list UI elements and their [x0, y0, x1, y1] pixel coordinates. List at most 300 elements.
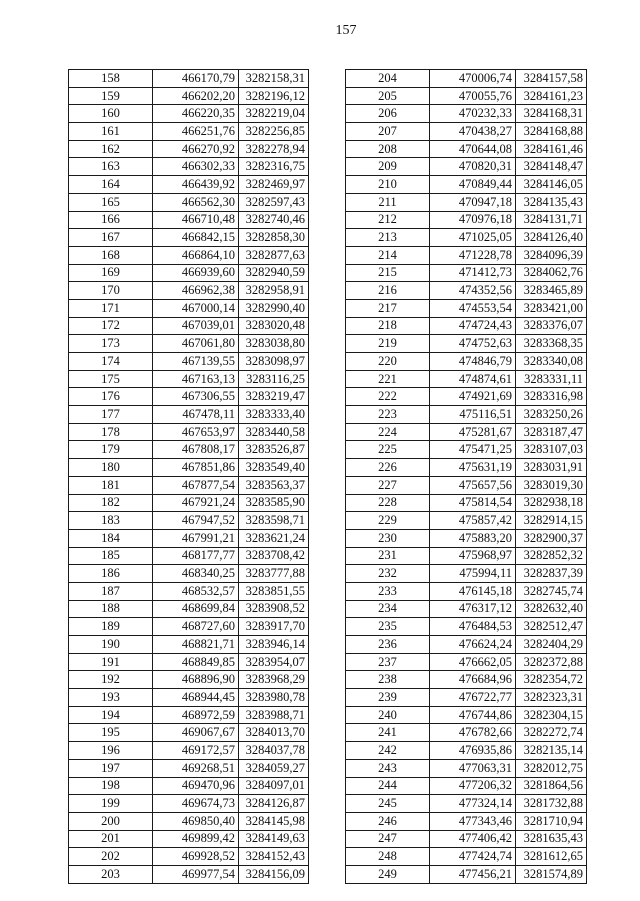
y-coordinate-cell: 3282958,91	[239, 282, 309, 300]
table-row	[69, 229, 309, 247]
point-number-cell: 187	[69, 582, 153, 600]
y-coordinate-cell: 3282304,15	[516, 706, 587, 724]
table-row	[69, 353, 309, 371]
point-number-cell: 196	[69, 742, 153, 760]
x-coordinate-cell: 466302,33	[153, 158, 239, 176]
x-coordinate-cell: 470820,31	[430, 158, 516, 176]
point-number-cell: 170	[69, 282, 153, 300]
table-row	[69, 653, 309, 671]
point-number-cell: 172	[69, 317, 153, 335]
table-row	[346, 812, 587, 830]
x-coordinate-cell: 467653,97	[153, 423, 239, 441]
table-row	[69, 777, 309, 795]
table-row	[346, 299, 587, 317]
point-number-cell: 191	[69, 653, 153, 671]
table-row	[346, 105, 587, 123]
x-coordinate-cell: 467039,01	[153, 317, 239, 335]
point-number-cell: 182	[69, 494, 153, 512]
table-row	[346, 193, 587, 211]
point-number-cell: 178	[69, 423, 153, 441]
table-row	[69, 423, 309, 441]
x-coordinate-cell: 476782,66	[430, 724, 516, 742]
table-row	[69, 87, 309, 105]
table-row	[346, 441, 587, 459]
y-coordinate-cell: 3282196,12	[239, 87, 309, 105]
point-number-cell: 193	[69, 689, 153, 707]
y-coordinate-cell: 3283946,14	[239, 636, 309, 654]
x-coordinate-cell: 467947,52	[153, 512, 239, 530]
y-coordinate-cell: 3284152,43	[239, 848, 309, 866]
table-row	[346, 494, 587, 512]
x-coordinate-cell: 476935,86	[430, 742, 516, 760]
x-coordinate-cell: 466251,76	[153, 123, 239, 141]
y-coordinate-cell: 3284168,31	[516, 105, 587, 123]
point-number-cell: 229	[346, 512, 430, 530]
y-coordinate-cell: 3283851,55	[239, 582, 309, 600]
y-coordinate-cell: 3282597,43	[239, 193, 309, 211]
point-number-cell: 166	[69, 211, 153, 229]
x-coordinate-cell: 474553,54	[430, 299, 516, 317]
point-number-cell: 238	[346, 671, 430, 689]
y-coordinate-cell: 3284135,43	[516, 193, 587, 211]
table-row	[69, 105, 309, 123]
y-coordinate-cell: 3283908,52	[239, 600, 309, 618]
table-row	[346, 158, 587, 176]
x-coordinate-cell: 468972,59	[153, 706, 239, 724]
point-number-cell: 228	[346, 494, 430, 512]
table-row	[346, 87, 587, 105]
x-coordinate-cell: 468896,90	[153, 671, 239, 689]
x-coordinate-cell: 475883,20	[430, 529, 516, 547]
table-row	[346, 565, 587, 583]
table-row	[69, 830, 309, 848]
point-number-cell: 221	[346, 370, 430, 388]
y-coordinate-cell: 3283368,35	[516, 335, 587, 353]
x-coordinate-cell: 476145,18	[430, 582, 516, 600]
table-row	[346, 636, 587, 654]
y-coordinate-cell: 3282135,14	[516, 742, 587, 760]
point-number-cell: 167	[69, 229, 153, 247]
table-row	[346, 724, 587, 742]
point-number-cell: 200	[69, 812, 153, 830]
x-coordinate-cell: 476624,24	[430, 636, 516, 654]
point-number-cell: 212	[346, 211, 430, 229]
point-number-cell: 222	[346, 388, 430, 406]
y-coordinate-cell: 3282914,15	[516, 512, 587, 530]
table-row	[346, 246, 587, 264]
y-coordinate-cell: 3282837,39	[516, 565, 587, 583]
y-coordinate-cell: 3284149,63	[239, 830, 309, 848]
y-coordinate-cell: 3284097,01	[239, 777, 309, 795]
table-row	[69, 547, 309, 565]
x-coordinate-cell: 470947,18	[430, 193, 516, 211]
x-coordinate-cell: 475994,11	[430, 565, 516, 583]
x-coordinate-cell: 469470,96	[153, 777, 239, 795]
x-coordinate-cell: 466562,30	[153, 193, 239, 211]
x-coordinate-cell: 471025,05	[430, 229, 516, 247]
table-row	[69, 140, 309, 158]
y-coordinate-cell: 3282632,40	[516, 600, 587, 618]
x-coordinate-cell: 468699,84	[153, 600, 239, 618]
table-row	[346, 476, 587, 494]
x-coordinate-cell: 469674,73	[153, 795, 239, 813]
point-number-cell: 234	[346, 600, 430, 618]
table-row	[69, 246, 309, 264]
y-coordinate-cell: 3283031,91	[516, 459, 587, 477]
table-row	[69, 724, 309, 742]
point-number-cell: 173	[69, 335, 153, 353]
y-coordinate-cell: 3284126,87	[239, 795, 309, 813]
y-coordinate-cell: 3284096,39	[516, 246, 587, 264]
table-row	[69, 193, 309, 211]
table-row	[346, 689, 587, 707]
x-coordinate-cell: 468944,45	[153, 689, 239, 707]
x-coordinate-cell: 470006,74	[430, 70, 516, 88]
point-number-cell: 168	[69, 246, 153, 264]
point-number-cell: 223	[346, 406, 430, 424]
table-row	[346, 742, 587, 760]
x-coordinate-cell: 471412,73	[430, 264, 516, 282]
y-coordinate-cell: 3283465,89	[516, 282, 587, 300]
x-coordinate-cell: 467306,55	[153, 388, 239, 406]
table-row	[69, 70, 309, 88]
y-coordinate-cell: 3283968,29	[239, 671, 309, 689]
x-coordinate-cell: 466170,79	[153, 70, 239, 88]
y-coordinate-cell: 3281635,43	[516, 830, 587, 848]
y-coordinate-cell: 3284161,23	[516, 87, 587, 105]
x-coordinate-cell: 470849,44	[430, 176, 516, 194]
table-row	[346, 848, 587, 866]
x-coordinate-cell: 476744,86	[430, 706, 516, 724]
table-row	[346, 830, 587, 848]
table-row	[346, 547, 587, 565]
table-row	[346, 653, 587, 671]
point-number-cell: 169	[69, 264, 153, 282]
x-coordinate-cell: 470976,18	[430, 211, 516, 229]
point-number-cell: 235	[346, 618, 430, 636]
point-number-cell: 209	[346, 158, 430, 176]
point-number-cell: 184	[69, 529, 153, 547]
y-coordinate-cell: 3282740,46	[239, 211, 309, 229]
y-coordinate-cell: 3281864,56	[516, 777, 587, 795]
x-coordinate-cell: 469067,67	[153, 724, 239, 742]
y-coordinate-cell: 3284146,05	[516, 176, 587, 194]
point-number-cell: 242	[346, 742, 430, 760]
x-coordinate-cell: 474846,79	[430, 353, 516, 371]
table-row	[69, 565, 309, 583]
y-coordinate-cell: 3282877,63	[239, 246, 309, 264]
x-coordinate-cell: 469850,40	[153, 812, 239, 830]
y-coordinate-cell: 3284062,76	[516, 264, 587, 282]
y-coordinate-cell: 3283440,58	[239, 423, 309, 441]
point-number-cell: 245	[346, 795, 430, 813]
table-row	[346, 335, 587, 353]
x-coordinate-cell: 474752,63	[430, 335, 516, 353]
table-row	[69, 441, 309, 459]
table-row	[69, 812, 309, 830]
table-row	[69, 459, 309, 477]
y-coordinate-cell: 3283107,03	[516, 441, 587, 459]
point-number-cell: 227	[346, 476, 430, 494]
point-number-cell: 197	[69, 759, 153, 777]
y-coordinate-cell: 3283219,47	[239, 388, 309, 406]
y-coordinate-cell: 3283116,25	[239, 370, 309, 388]
table-row	[346, 264, 587, 282]
x-coordinate-cell: 466710,48	[153, 211, 239, 229]
point-number-cell: 208	[346, 140, 430, 158]
y-coordinate-cell: 3283954,07	[239, 653, 309, 671]
y-coordinate-cell: 3284126,40	[516, 229, 587, 247]
y-coordinate-cell: 3283980,78	[239, 689, 309, 707]
table-row	[69, 600, 309, 618]
x-coordinate-cell: 466962,38	[153, 282, 239, 300]
table-row	[346, 176, 587, 194]
point-number-cell: 211	[346, 193, 430, 211]
table-row	[69, 388, 309, 406]
table-row	[69, 512, 309, 530]
y-coordinate-cell: 3283777,88	[239, 565, 309, 583]
y-coordinate-cell: 3281612,65	[516, 848, 587, 866]
point-number-cell: 249	[346, 865, 430, 883]
point-number-cell: 176	[69, 388, 153, 406]
x-coordinate-cell: 474352,56	[430, 282, 516, 300]
y-coordinate-cell: 3282012,75	[516, 759, 587, 777]
table-row	[69, 848, 309, 866]
y-coordinate-cell: 3283421,00	[516, 299, 587, 317]
y-coordinate-cell: 3282272,74	[516, 724, 587, 742]
table-row	[346, 70, 587, 88]
point-number-cell: 244	[346, 777, 430, 795]
y-coordinate-cell: 3284013,70	[239, 724, 309, 742]
point-number-cell: 204	[346, 70, 430, 88]
x-coordinate-cell: 475857,42	[430, 512, 516, 530]
x-coordinate-cell: 476662,05	[430, 653, 516, 671]
x-coordinate-cell: 467163,13	[153, 370, 239, 388]
point-number-cell: 214	[346, 246, 430, 264]
point-number-cell: 171	[69, 299, 153, 317]
point-number-cell: 230	[346, 529, 430, 547]
table-row	[69, 317, 309, 335]
point-number-cell: 186	[69, 565, 153, 583]
y-coordinate-cell: 3284131,71	[516, 211, 587, 229]
table-row	[346, 282, 587, 300]
y-coordinate-cell: 3282316,75	[239, 158, 309, 176]
point-number-cell: 188	[69, 600, 153, 618]
table-row	[346, 706, 587, 724]
x-coordinate-cell: 477343,46	[430, 812, 516, 830]
table-row	[346, 582, 587, 600]
point-number-cell: 164	[69, 176, 153, 194]
table-row	[346, 759, 587, 777]
y-coordinate-cell: 3282256,85	[239, 123, 309, 141]
y-coordinate-cell: 3282745,74	[516, 582, 587, 600]
point-number-cell: 219	[346, 335, 430, 353]
x-coordinate-cell: 476317,12	[430, 600, 516, 618]
y-coordinate-cell: 3283621,24	[239, 529, 309, 547]
x-coordinate-cell: 474724,43	[430, 317, 516, 335]
table-row	[346, 370, 587, 388]
x-coordinate-cell: 475968,97	[430, 547, 516, 565]
y-coordinate-cell: 3283250,26	[516, 406, 587, 424]
point-number-cell: 177	[69, 406, 153, 424]
x-coordinate-cell: 477456,21	[430, 865, 516, 883]
point-number-cell: 158	[69, 70, 153, 88]
point-number-cell: 206	[346, 105, 430, 123]
point-number-cell: 203	[69, 865, 153, 883]
x-coordinate-cell: 468821,71	[153, 636, 239, 654]
table-row	[69, 176, 309, 194]
x-coordinate-cell: 468727,60	[153, 618, 239, 636]
y-coordinate-cell: 3283549,40	[239, 459, 309, 477]
x-coordinate-cell: 474874,61	[430, 370, 516, 388]
point-number-cell: 213	[346, 229, 430, 247]
point-number-cell: 159	[69, 87, 153, 105]
x-coordinate-cell: 469268,51	[153, 759, 239, 777]
x-coordinate-cell: 469899,42	[153, 830, 239, 848]
x-coordinate-cell: 467877,54	[153, 476, 239, 494]
table-row	[346, 671, 587, 689]
y-coordinate-cell: 3282512,47	[516, 618, 587, 636]
x-coordinate-cell: 468177,77	[153, 547, 239, 565]
point-number-cell: 243	[346, 759, 430, 777]
y-coordinate-cell: 3283333,40	[239, 406, 309, 424]
x-coordinate-cell: 475657,56	[430, 476, 516, 494]
y-coordinate-cell: 3283331,11	[516, 370, 587, 388]
y-coordinate-cell: 3281574,89	[516, 865, 587, 883]
point-number-cell: 179	[69, 441, 153, 459]
y-coordinate-cell: 3284145,98	[239, 812, 309, 830]
x-coordinate-cell: 467139,55	[153, 353, 239, 371]
y-coordinate-cell: 3283187,47	[516, 423, 587, 441]
y-coordinate-cell: 3282354,72	[516, 671, 587, 689]
x-coordinate-cell: 466864,10	[153, 246, 239, 264]
point-number-cell: 231	[346, 547, 430, 565]
x-coordinate-cell: 467851,86	[153, 459, 239, 477]
x-coordinate-cell: 467000,14	[153, 299, 239, 317]
table-row	[69, 123, 309, 141]
point-number-cell: 232	[346, 565, 430, 583]
point-number-cell: 189	[69, 618, 153, 636]
point-number-cell: 216	[346, 282, 430, 300]
table-row	[69, 689, 309, 707]
x-coordinate-cell: 467921,24	[153, 494, 239, 512]
y-coordinate-cell: 3284037,78	[239, 742, 309, 760]
y-coordinate-cell: 3282404,29	[516, 636, 587, 654]
point-number-cell: 205	[346, 87, 430, 105]
table-row	[69, 706, 309, 724]
point-number-cell: 241	[346, 724, 430, 742]
y-coordinate-cell: 3283988,71	[239, 706, 309, 724]
x-coordinate-cell: 466842,15	[153, 229, 239, 247]
point-number-cell: 185	[69, 547, 153, 565]
point-number-cell: 161	[69, 123, 153, 141]
point-number-cell: 201	[69, 830, 153, 848]
x-coordinate-cell: 476722,77	[430, 689, 516, 707]
coordinates-table-left	[68, 69, 309, 884]
y-coordinate-cell: 3283526,87	[239, 441, 309, 459]
x-coordinate-cell: 476684,96	[430, 671, 516, 689]
y-coordinate-cell: 3283708,42	[239, 547, 309, 565]
y-coordinate-cell: 3282990,40	[239, 299, 309, 317]
x-coordinate-cell: 475814,54	[430, 494, 516, 512]
table-row	[346, 618, 587, 636]
table-row	[69, 476, 309, 494]
coordinates-table-right	[345, 69, 587, 884]
point-number-cell: 218	[346, 317, 430, 335]
table-row	[69, 211, 309, 229]
x-coordinate-cell: 475116,51	[430, 406, 516, 424]
x-coordinate-cell: 466220,35	[153, 105, 239, 123]
point-number-cell: 202	[69, 848, 153, 866]
x-coordinate-cell: 470232,33	[430, 105, 516, 123]
x-coordinate-cell: 469977,54	[153, 865, 239, 883]
table-row	[346, 406, 587, 424]
point-number-cell: 225	[346, 441, 430, 459]
point-number-cell: 236	[346, 636, 430, 654]
x-coordinate-cell: 467991,21	[153, 529, 239, 547]
x-coordinate-cell: 477063,31	[430, 759, 516, 777]
y-coordinate-cell: 3284157,58	[516, 70, 587, 88]
y-coordinate-cell: 3283038,80	[239, 335, 309, 353]
point-number-cell: 224	[346, 423, 430, 441]
point-number-cell: 220	[346, 353, 430, 371]
table-row	[346, 353, 587, 371]
y-coordinate-cell: 3283019,30	[516, 476, 587, 494]
x-coordinate-cell: 477424,74	[430, 848, 516, 866]
point-number-cell: 190	[69, 636, 153, 654]
table-row	[346, 317, 587, 335]
table-row	[69, 370, 309, 388]
x-coordinate-cell: 470055,76	[430, 87, 516, 105]
table-row	[346, 795, 587, 813]
point-number-cell: 247	[346, 830, 430, 848]
table-row	[69, 618, 309, 636]
x-coordinate-cell: 467808,17	[153, 441, 239, 459]
table-row	[346, 423, 587, 441]
table-row	[69, 742, 309, 760]
table-row	[346, 459, 587, 477]
point-number-cell: 195	[69, 724, 153, 742]
x-coordinate-cell: 466939,60	[153, 264, 239, 282]
x-coordinate-cell: 468532,57	[153, 582, 239, 600]
table-row	[69, 795, 309, 813]
table-row	[69, 282, 309, 300]
point-number-cell: 199	[69, 795, 153, 813]
table-row	[346, 123, 587, 141]
point-number-cell: 165	[69, 193, 153, 211]
table-row	[69, 406, 309, 424]
table-row	[69, 335, 309, 353]
point-number-cell: 194	[69, 706, 153, 724]
point-number-cell: 181	[69, 476, 153, 494]
x-coordinate-cell: 466270,92	[153, 140, 239, 158]
table-row	[69, 636, 309, 654]
x-coordinate-cell: 470644,08	[430, 140, 516, 158]
point-number-cell: 239	[346, 689, 430, 707]
table-row	[69, 671, 309, 689]
x-coordinate-cell: 477406,42	[430, 830, 516, 848]
y-coordinate-cell: 3282469,97	[239, 176, 309, 194]
y-coordinate-cell: 3284156,09	[239, 865, 309, 883]
y-coordinate-cell: 3282852,32	[516, 547, 587, 565]
y-coordinate-cell: 3282938,18	[516, 494, 587, 512]
x-coordinate-cell: 468849,85	[153, 653, 239, 671]
y-coordinate-cell: 3281710,94	[516, 812, 587, 830]
x-coordinate-cell: 466202,20	[153, 87, 239, 105]
x-coordinate-cell: 470438,27	[430, 123, 516, 141]
y-coordinate-cell: 3284161,46	[516, 140, 587, 158]
point-number-cell: 162	[69, 140, 153, 158]
